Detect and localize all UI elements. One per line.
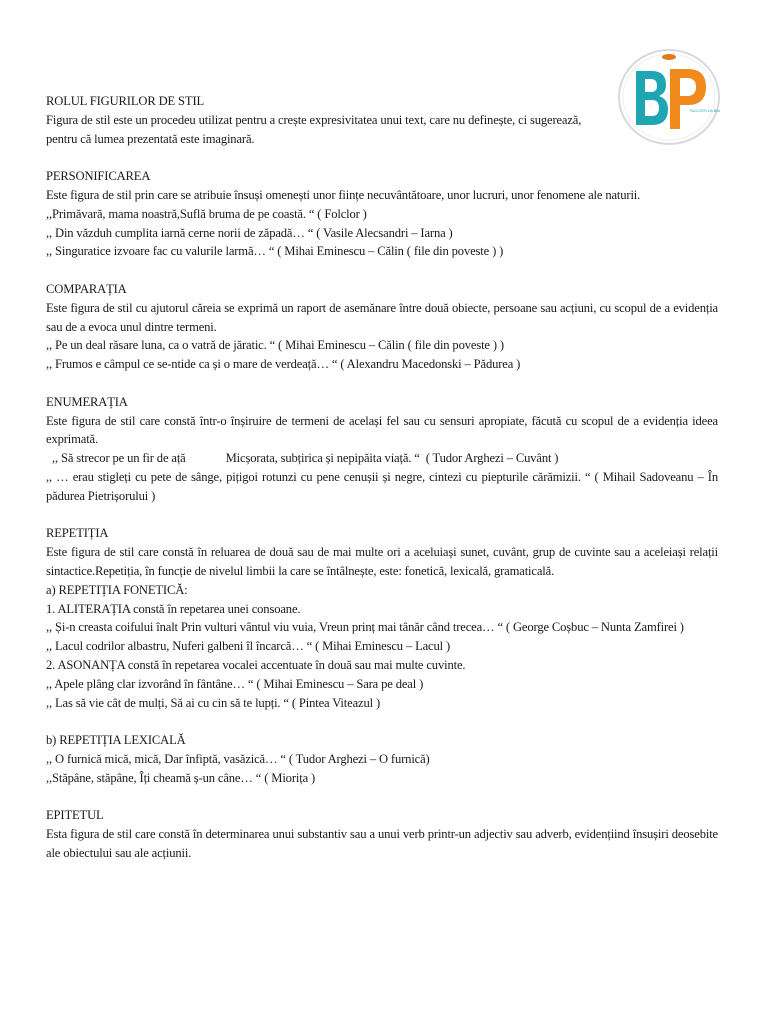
- example: ,, … erau stigleți cu pete de sânge, pițigoi rotunzi cu pene cenușii și negre, cintezi cu piepturile cărămizii. “ ( Mihail Sadoveanu – În pădurea Pietrișorului ): [46, 469, 718, 503]
- example: ,, Las să vie cât de mulți, Să ai cu cin să te lupți. “ ( Pintea Viteazul ): [46, 695, 380, 710]
- logo-caption: SUCCES LA BAC: [690, 108, 720, 113]
- definition: Este figura de stil care constă într-o înșiruire de termeni de același fel sau cu sensuri apropiate, făcută cu scopul de a evidenția ideea exprimată.: [46, 413, 718, 447]
- section-heading: REPETIȚIA: [46, 526, 109, 541]
- page-title: ROLUL FIGURILOR DE STIL: [46, 94, 205, 108]
- document-body: [46, 92, 718, 881]
- definition: Este figura de stil cu ajutorul căreia se exprimă un raport de asemănare între două obiecte, persoane sau acțiuni, cu scopul de a evidenția sau de a evoca unul dintre termeni.: [46, 300, 718, 334]
- section-enumeratia: [46, 393, 718, 506]
- section-repetitia: [46, 524, 718, 787]
- subheading: a) REPETIȚIA FONETICĂ:: [46, 582, 188, 597]
- section-heading: ENUMERAȚIA: [46, 394, 128, 409]
- example: ,, Singuratice izvoare fac cu valurile larmă… “ ( Mihai Eminescu – Călin ( file din poveste ) ): [46, 244, 504, 259]
- intro-paragraph: Figura de stil este un procedeu utilizat pentru a crește expresivitatea unui text, care nu definește, ci sugerează, pentru că lumea prezentată este imaginară.: [46, 112, 582, 146]
- section-personificarea: [46, 167, 718, 261]
- section-heading: COMPARAȚIA: [46, 281, 127, 296]
- definition: Esta figura de stil care constă în determinarea unui substantiv sau a unui verb printr-un adjectiv sau adverb, evidențiind însușiri deosebite ale obiectului sau ale acțiunii.: [46, 827, 718, 860]
- example: ,, Și-n creasta coifului înalt Prin vulturi vântul viu vuia, Vreun prinț mai tânăr când trecea… “ ( George Coșbuc – Nunta Zamfirei ): [46, 620, 684, 635]
- example-part: ,, Să strecor pe un fir de ață: [46, 451, 186, 466]
- example-part: Micșorata, subțirica și nepipăita viață. “ ( Tudor Arghezi – Cuvânt ): [225, 451, 559, 466]
- example: ,, Din văzduh cumplita iarnă cerne norii de zăpadă… “ ( Vasile Alecsandri – Iarna ): [46, 225, 453, 240]
- subheading: b) REPETIȚIA LEXICALĂ: [46, 733, 186, 748]
- section-epitetul: [46, 806, 718, 862]
- example: ,, O furnică mică, mică, Dar înfiptă, vasăzică… “ ( Tudor Arghezi – O furnică): [46, 751, 430, 766]
- subdefinition: 2. ASONANȚA constă în repetarea vocalei accentuate în două sau mai multe cuvinte.: [46, 657, 466, 672]
- example: ,, Apele plâng clar izvorând în fântâne… “ ( Mihai Eminescu – Sara pe deal ): [46, 676, 424, 691]
- section-comparatia: [46, 280, 718, 374]
- definition: Este figura de stil prin care se atribuie însuși omenești unor ființe necuvântătoare, unor lucruri, unor fenomene ale naturii.: [46, 187, 641, 202]
- example: ,,Stăpâne, stăpâne, Îți cheamă ș-un câne… “ ( Miorița ): [46, 770, 316, 785]
- example: ,, Frumos e câmpul ce se-ntide ca și o mare de verdeață… “ ( Alexandru Macedonski – Pădurea ): [46, 357, 521, 372]
- example: ,,Primăvară, mama noastră,Suflă bruma de pe coastă. “ ( Folclor ): [46, 206, 367, 221]
- definition: Este figura de stil care constă în reluarea de două sau de mai multe ori a aceluiași sunet, cuvânt, grup de cuvinte sau a aceleiași relații sintactice.Repetiția, în funcție de nivelul limbii la care se întâlnește, este: fonetică, lexicală, gramaticală.: [46, 545, 718, 578]
- example: ,, Pe un deal răsare luna, ca o vatră de jăratic. “ ( Mihai Eminescu – Călin ( file din poveste ) ): [46, 338, 504, 353]
- example: ,, Lacul codrilor albastru, Nuferi galbeni îl încarcă… “ ( Mihai Eminescu – Lacul ): [46, 639, 451, 654]
- section-heading: PERSONIFICAREA: [46, 169, 151, 184]
- subdefinition: 1. ALITERAȚIA constă în repetarea unei consoane.: [46, 601, 301, 616]
- example: [46, 449, 718, 468]
- section-heading: EPITETUL: [46, 808, 104, 823]
